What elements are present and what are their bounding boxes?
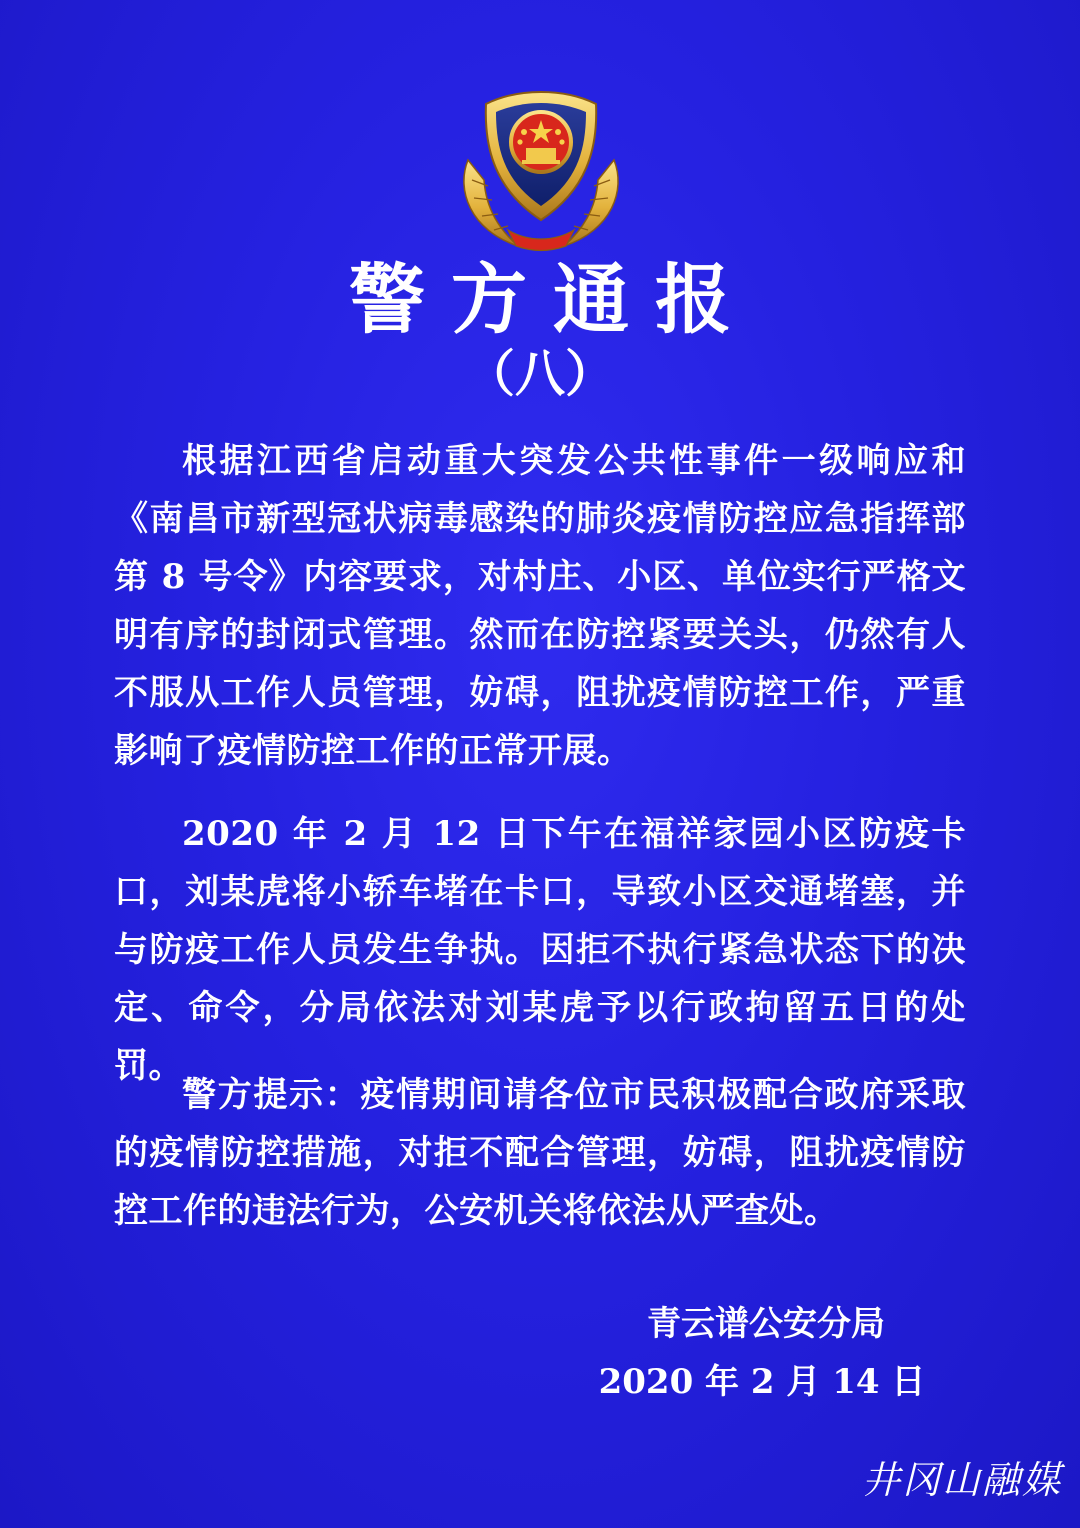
notice-number: （八） <box>465 345 615 403</box>
police-emblem-icon <box>448 80 634 252</box>
notice-title: 警方通报 <box>349 255 757 344</box>
signature-organization: 青云谱公安分局 <box>647 1304 885 1344</box>
media-watermark: 井冈山融媒 <box>862 1458 1063 1502</box>
notice-paragraph-1: 根据江西省启动重大突发公共性事件一级响应和《南昌市新型冠状病毒感染的肺炎疫情防控应急指挥部第 8 号令》内容要求，对村庄、小区、单位实行严格文明有序的封闭式管理。然而在防控紧要关头，仍然有人不服从工作人员管理，妨碍，阻扰疫情防控工作，严重影响了疫情防控工作的正常开展。 <box>114 441 966 771</box>
notice-paragraph-2: 2020 年 2 月 12 日下午在福祥家园小区防疫卡口，刘某虎将小轿车堵在卡口，导致小区交通堵塞，并与防疫工作人员发生争执。因拒不执行紧急状态下的决定、命令，分局依法对刘某虎予以行政拘留五日的处罚。 <box>114 814 966 1086</box>
notice-paragraph-3: 警方提示：疫情期间请各位市民积极配合政府采取的疫情防控措施，对拒不配合管理，妨碍，阻扰疫情防控工作的违法行为，公安机关将依法从严查处。 <box>114 1075 966 1231</box>
signature-date: 2020 年 2 月 14 日 <box>598 1362 926 1402</box>
